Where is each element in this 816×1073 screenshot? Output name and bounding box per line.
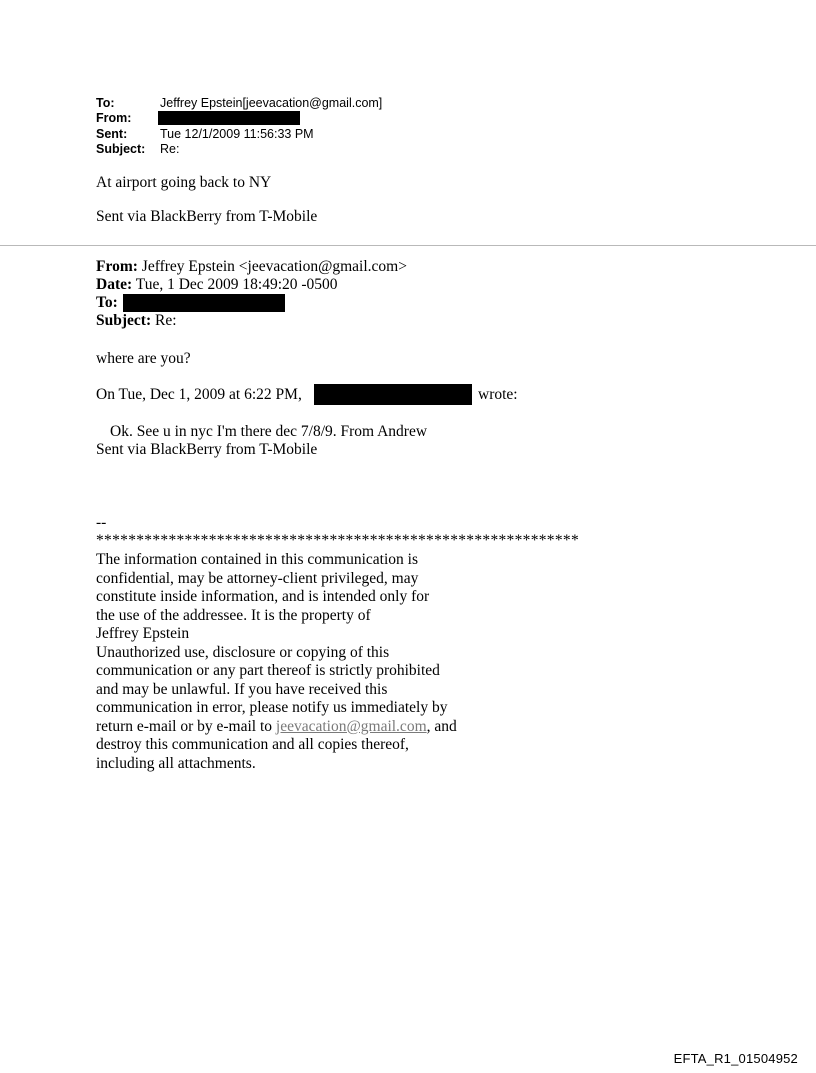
quoted-from-line [96,258,407,276]
quoted-subject-line [96,312,177,330]
from-label: From: [96,111,132,125]
sent-label: Sent: [96,127,128,141]
message-divider [0,245,816,246]
quoted-to-label: To: [96,294,118,311]
notice-line: including all attachments. [96,754,256,772]
reply-line-1: At airport going back to NY [96,174,272,191]
return-prefix: return e-mail or by e-mail to [96,717,276,735]
notice-line: constitute inside information, and is intended only for [96,588,430,605]
notice-line: communication in error, please notify us immediately by [96,699,448,716]
notice-line: confidential, may be attorney-client privileged, may [96,569,419,587]
document-id: EFTA_R1_01504952 [673,1051,798,1066]
quoted-date-label: Date: [96,276,133,293]
confidentiality-notice [96,551,457,773]
on-date-suffix: wrote: [478,386,518,403]
email-link[interactable]: jeevacation@gmail.com [275,717,427,735]
notice-line: The information contained in this communication is [96,551,418,568]
inner-signature: Sent via BlackBerry from T-Mobile [96,441,318,458]
return-suffix: , and [426,717,457,735]
notice-line: the use of the addressee. It is the property of [96,606,371,624]
notice-line: Jeffrey Epstein [96,625,190,642]
email-header [96,96,496,160]
subject-label: Subject: [96,142,146,156]
asterisk-separator: ************************************************************ [96,532,579,549]
quoted-subject-label: Subject: [96,312,152,329]
quoted-subject-value: Re: [154,312,177,329]
signature-dashes: -- [96,514,107,531]
redaction-box [314,384,472,405]
quoted-body: where are you? [96,350,191,367]
subject-value: Re: [160,142,180,156]
quoted-from-label: From: [96,258,138,275]
notice-line: and may be unlawful. If you have received this [96,680,388,698]
sent-value: Tue 12/1/2009 11:56:33 PM [160,127,314,141]
notice-line: Unauthorized use, disclosure or copying of this [96,643,390,661]
inner-message-line: Ok. See u in nyc I'm there dec 7/8/9. From Andrew [110,423,428,440]
redaction-box [123,294,285,312]
notice-line: destroy this communication and all copies thereof, [96,736,409,753]
notice-line: communication or any part thereof is strictly prohibited [96,662,440,679]
quoted-from-value: Jeffrey Epstein <jeevacation@gmail.com> [141,258,407,275]
redaction-box [158,111,300,125]
notice-line-return [96,718,457,737]
to-value: Jeffrey Epstein[jeevacation@gmail.com] [160,96,383,110]
quoted-to-line [96,294,118,312]
on-date-prefix: On Tue, Dec 1, 2009 at 6:22 PM, [96,386,302,403]
reply-signature: Sent via BlackBerry from T-Mobile [96,208,318,225]
quoted-date-value: Tue, 1 Dec 2009 18:49:20 -0500 [135,276,338,293]
quoted-date-line [96,276,338,294]
to-label: To: [96,96,115,110]
